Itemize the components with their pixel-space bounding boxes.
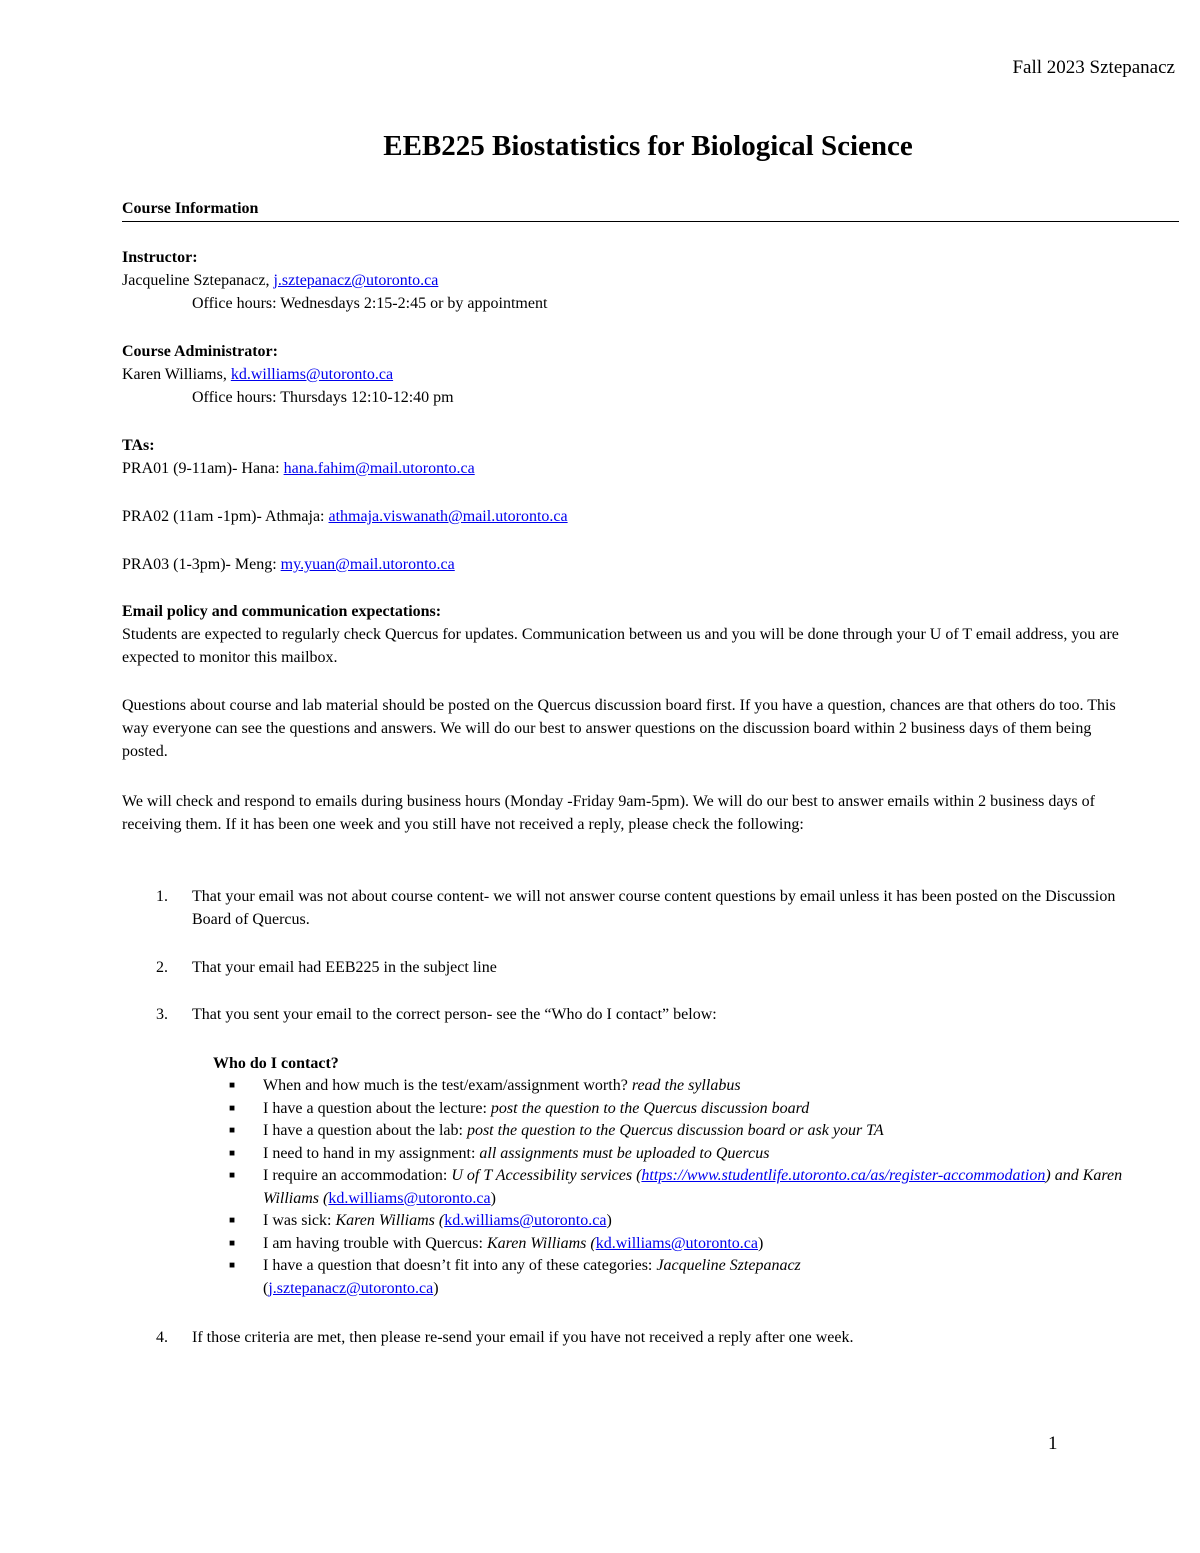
tas-label: TAs: <box>122 437 155 454</box>
list-text: That you sent your email to the correct person- see the “Who do I contact” below: <box>192 1006 717 1023</box>
contact-answer: post the question to the Quercus discussion board <box>490 1099 810 1117</box>
list-item <box>213 1098 1163 1121</box>
ta-line <box>122 553 1122 576</box>
accessibility-services-link[interactable]: https://www.studentlife.utoronto.ca/as/register-accommodation <box>641 1167 1046 1184</box>
administrator-office-hours: Office hours: Thursdays 12:10-12:40 pm <box>192 389 454 406</box>
list-item <box>213 1210 1163 1233</box>
square-bullet-icon: ■ <box>229 1237 236 1249</box>
who-do-i-contact-section <box>213 1052 1163 1300</box>
square-bullet-icon: ■ <box>229 1260 236 1271</box>
contact-question: I require an accommodation: <box>263 1167 452 1184</box>
administrator-email-link[interactable]: kd.williams@utoronto.ca <box>328 1189 491 1207</box>
email-policy-heading: Email policy and communication expectations: <box>122 603 442 620</box>
document-title: EEB225 Biostatistics for Biological Science <box>383 130 913 162</box>
instructor-line <box>122 269 1122 292</box>
list-number: 3. <box>156 1006 168 1023</box>
contact-answer: all assignments must be uploaded to Quercus <box>479 1144 770 1162</box>
contact-question: I need to hand in my assignment: <box>263 1144 480 1162</box>
opening-paren: ( <box>263 1279 269 1297</box>
contact-question: I have a question about the lab: <box>263 1122 467 1139</box>
list-item <box>213 1233 1163 1256</box>
square-bullet-icon: ■ <box>229 1125 236 1136</box>
email-policy-paragraph: Questions about course and lab material should be posted on the Quercus discussion board first. If you have a question, chances are that others do too. This way everyone can see the questions and answers. We will do our best to answer questions on the discussion board within 2 business days of them being posted. <box>122 697 1116 760</box>
administrator-email-link[interactable]: kd.williams@utoronto.ca <box>595 1234 758 1252</box>
contact-question: I have a question that doesn’t fit into any of these categories: <box>263 1257 657 1274</box>
ta-email-link[interactable]: athmaja.viswanath@mail.utoronto.ca <box>328 508 568 525</box>
list-item <box>213 1255 1163 1300</box>
list-text: That your email was not about course content- we will not answer course content questions by email unless it has been posted on the Discussion Board of Quercus. <box>192 888 1116 928</box>
contact-answer: read the syllabus <box>631 1077 741 1094</box>
instructor-email-link[interactable]: j.sztepanacz@utoronto.ca <box>268 1279 434 1297</box>
administrator-email-link[interactable]: kd.williams@utoronto.ca <box>444 1212 607 1229</box>
list-item <box>213 1075 1163 1098</box>
ta-email-link[interactable]: hana.fahim@mail.utoronto.ca <box>283 460 475 477</box>
list-text: If those criteria are met, then please re-send your email if you have not received a reply after one week. <box>192 1329 854 1346</box>
ta-line <box>122 505 1122 528</box>
page-number: 1 <box>1048 1433 1058 1454</box>
list-item <box>213 1143 1163 1166</box>
list-number: 4. <box>156 1329 168 1346</box>
contact-answer: Karen Williams ( <box>335 1212 445 1229</box>
instructor-section <box>122 246 1122 315</box>
course-information-heading: Course Information <box>122 197 1179 222</box>
ta-email-link[interactable]: my.yuan@mail.utoronto.ca <box>280 556 455 573</box>
email-policy-paragraph: Students are expected to regularly check Quercus for updates. Communication between us and you will be done through your U of T email address, you are expected to monitor this mailbox. <box>122 626 1119 666</box>
instructor-office-hours: Office hours: Wednesdays 2:15-2:45 or by appointment <box>192 295 548 312</box>
contact-answer: U of T Accessibility services ( <box>451 1167 642 1184</box>
square-bullet-icon: ■ <box>229 1080 236 1091</box>
contact-question: When and how much is the test/exam/assignment worth? <box>263 1077 632 1094</box>
contact-question: I have a question about the lecture: <box>263 1099 491 1117</box>
contact-question: I was sick: <box>263 1212 336 1229</box>
contact-question: I am having trouble with Quercus: <box>263 1234 487 1252</box>
who-do-i-contact-heading: Who do I contact? <box>213 1055 339 1072</box>
contact-answer: ) and Karen Williams ( <box>263 1167 1123 1207</box>
square-bullet-icon: ■ <box>229 1170 236 1181</box>
administrator-name: Karen Williams, <box>122 366 231 383</box>
instructor-name: Jacqueline Sztepanacz, <box>122 272 274 289</box>
ta-prefix: PRA02 (11am -1pm)- Athmaja: <box>122 508 329 525</box>
contact-answer: post the question to the Quercus discussion board or ask your TA <box>466 1122 884 1139</box>
instructor-email-link[interactable]: j.sztepanacz@utoronto.ca <box>273 272 439 289</box>
square-bullet-icon: ■ <box>229 1102 236 1114</box>
closing-paren: ) <box>490 1189 496 1207</box>
contact-answer: Karen Williams ( <box>486 1234 596 1252</box>
list-number: 2. <box>156 959 168 976</box>
instructor-label: Instructor: <box>122 249 198 266</box>
administrator-email-link[interactable]: kd.williams@utoronto.ca <box>230 366 394 383</box>
ta-prefix: PRA03 (1-3pm)- Meng: <box>122 556 281 573</box>
running-header: Fall 2023 Sztepanacz <box>1012 57 1175 78</box>
square-bullet-icon: ■ <box>229 1215 236 1226</box>
administrator-section <box>122 340 1122 409</box>
ta-prefix: PRA01 (9-11am)- Hana: <box>122 460 284 477</box>
administrator-label: Course Administrator: <box>122 343 278 360</box>
square-bullet-icon: ■ <box>229 1147 236 1159</box>
ta-line <box>122 457 1122 480</box>
list-number: 1. <box>156 888 168 905</box>
closing-paren: ) <box>606 1212 612 1229</box>
administrator-line <box>122 363 1122 386</box>
email-policy-paragraph: We will check and respond to emails during business hours (Monday -Friday 9am-5pm). We will do our best to answer emails within 2 business days of receiving them. If it has been one week and you still have not received a reply, please check the following: <box>122 793 1095 833</box>
list-text: That your email had EEB225 in the subject line <box>192 959 497 976</box>
contact-answer: Jacqueline Sztepanacz <box>656 1257 801 1274</box>
list-item <box>213 1120 1163 1143</box>
closing-paren: ) <box>433 1279 439 1297</box>
list-item <box>213 1165 1163 1210</box>
closing-paren: ) <box>757 1234 764 1252</box>
